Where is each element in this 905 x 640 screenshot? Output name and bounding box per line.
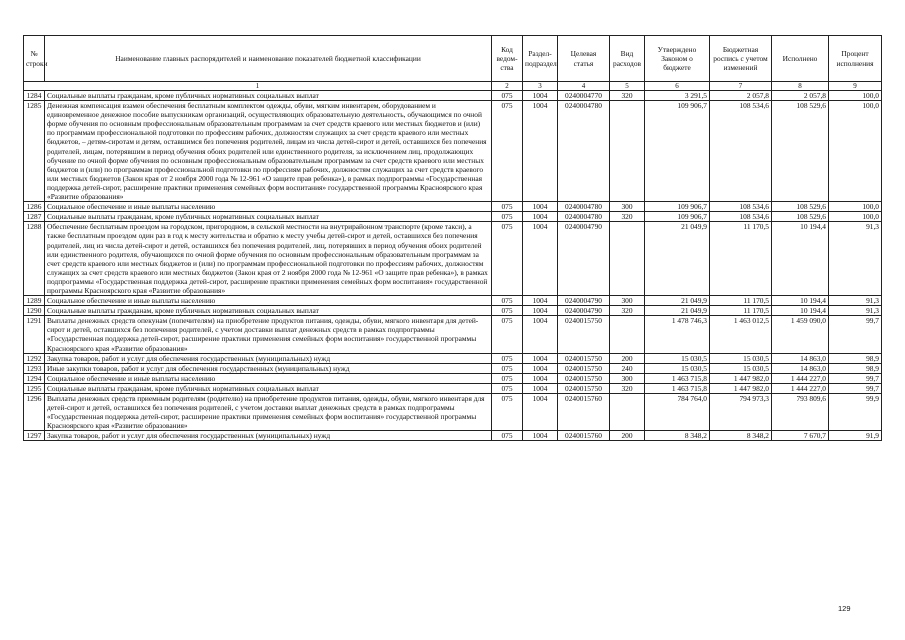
row-ved: 075 xyxy=(492,306,523,316)
row-vid xyxy=(610,316,645,353)
row-budget: 794 973,3 xyxy=(710,394,772,431)
row-approved: 21 049,9 xyxy=(645,296,710,306)
table-row xyxy=(24,296,882,306)
header-percent: Процент исполнения xyxy=(829,36,882,82)
row-target: 0240015760 xyxy=(558,394,610,431)
row-budget: 1 447 982,0 xyxy=(710,383,772,393)
row-approved: 1 463 715,8 xyxy=(645,373,710,383)
row-vid: 240 xyxy=(610,363,645,373)
row-name: Социальные выплаты гражданам, кроме публичных нормативных социальных выплат xyxy=(45,91,492,101)
row-budget: 1 463 012,5 xyxy=(710,316,772,353)
row-name: Денежная компенсация взамен обеспечения бесплатным комплектом одежды, обуви, мягким инвентарем, оборудованием и единовременное денежное пособие выпускникам организаций, осуществляющих образовательную деятельность, обучающимся по очной форме обучения по основным профессиональным образовательным программам за счет средств краевого или местных бюджетов и (или) по программам профессиональной подготовки по профессиям рабочих, должностям служащих за счет средств краевого или местных бюджетов, – детям-сиротам и детям, оставшимся без попечения родителей, лицам из числа детей-сирот и детей, оставшихся без попечения родителей, лицам, потерявшим в период обучения обоих родителей или единственного родителя, за исключением лиц, продолжающих обучение по очной форме обучения по основным профессиональным образовательным программам за счет средств краевого или местных бюджетов и (или) по программам профессиональной подготовки по профессиям рабочих, должностям служащих за счет средств краевого или местных бюджетов (Закон края от 2 ноября 2000 года № 12-961 «О защите прав ребенка»), в рамках подпрограммы «Государственная поддержка детей-сирот, расширение практики применения семейных форм воспитания» государственной программы Красноярского края «Развитие образования» xyxy=(45,101,492,202)
budget-table xyxy=(23,35,882,441)
table-row xyxy=(24,383,882,393)
row-percent: 100,0 xyxy=(829,212,882,222)
table-row xyxy=(24,101,882,202)
row-target: 0240015750 xyxy=(558,316,610,353)
row-target: 0240004790 xyxy=(558,296,610,306)
row-done: 108 529,6 xyxy=(772,101,829,202)
row-percent: 98,9 xyxy=(829,353,882,363)
row-budget: 15 030,5 xyxy=(710,353,772,363)
row-number: 1292 xyxy=(24,353,45,363)
row-percent: 91,3 xyxy=(829,306,882,316)
row-razdel: 1004 xyxy=(523,363,558,373)
row-razdel: 1004 xyxy=(523,91,558,101)
header-razdel: Раздел-подраздел xyxy=(523,36,558,82)
row-budget: 15 030,5 xyxy=(710,363,772,373)
row-ved: 075 xyxy=(492,316,523,353)
row-razdel: 1004 xyxy=(523,316,558,353)
row-razdel: 1004 xyxy=(523,373,558,383)
row-name: Социальные выплаты гражданам, кроме публичных нормативных социальных выплат xyxy=(45,383,492,393)
row-ved: 075 xyxy=(492,431,523,441)
row-target: 0240004790 xyxy=(558,306,610,316)
header-number-4: 4 xyxy=(558,82,610,91)
row-budget: 108 534,6 xyxy=(710,212,772,222)
row-ved: 075 xyxy=(492,222,523,296)
row-vid: 320 xyxy=(610,306,645,316)
row-number: 1296 xyxy=(24,394,45,431)
row-done: 14 863,0 xyxy=(772,363,829,373)
row-number: 1291 xyxy=(24,316,45,353)
row-razdel: 1004 xyxy=(523,394,558,431)
row-target: 0240015750 xyxy=(558,363,610,373)
row-target: 0240004780 xyxy=(558,202,610,212)
row-done: 14 863,0 xyxy=(772,353,829,363)
row-razdel: 1004 xyxy=(523,431,558,441)
row-percent: 100,0 xyxy=(829,101,882,202)
row-approved: 15 030,5 xyxy=(645,353,710,363)
row-vid: 300 xyxy=(610,296,645,306)
row-target: 0240015750 xyxy=(558,353,610,363)
row-budget: 108 534,6 xyxy=(710,202,772,212)
row-name: Закупка товаров, работ и услуг для обеспечения государственных (муниципальных) нужд xyxy=(45,353,492,363)
row-number: 1289 xyxy=(24,296,45,306)
row-vid: 200 xyxy=(610,353,645,363)
row-ved: 075 xyxy=(492,212,523,222)
row-target: 0240004780 xyxy=(558,101,610,202)
header-row-number: № строки xyxy=(24,36,45,82)
header-name: Наименование главных распорядителей и наименование показателей бюджетной классификации xyxy=(45,36,492,82)
row-name: Социальное обеспечение и иные выплаты населению xyxy=(45,373,492,383)
header-number-6: 6 xyxy=(645,82,710,91)
row-razdel: 1004 xyxy=(523,212,558,222)
row-approved: 3 291,5 xyxy=(645,91,710,101)
table-row xyxy=(24,363,882,373)
table-row xyxy=(24,91,882,101)
row-approved: 109 906,7 xyxy=(645,101,710,202)
row-vid xyxy=(610,394,645,431)
row-razdel: 1004 xyxy=(523,353,558,363)
row-razdel: 1004 xyxy=(523,306,558,316)
row-percent: 98,9 xyxy=(829,363,882,373)
row-number: 1287 xyxy=(24,212,45,222)
table-row xyxy=(24,316,882,353)
row-ved: 075 xyxy=(492,373,523,383)
header-number-7: 7 xyxy=(710,82,772,91)
row-budget: 11 170,5 xyxy=(710,306,772,316)
budget-report-page xyxy=(23,35,881,441)
row-done: 793 809,6 xyxy=(772,394,829,431)
row-vid: 200 xyxy=(610,431,645,441)
row-approved: 109 906,7 xyxy=(645,202,710,212)
table-row xyxy=(24,431,882,441)
row-number: 1293 xyxy=(24,363,45,373)
row-target: 0240004790 xyxy=(558,222,610,296)
row-number: 1285 xyxy=(24,101,45,202)
row-percent: 99,7 xyxy=(829,373,882,383)
row-percent: 91,3 xyxy=(829,222,882,296)
header-vid: Вид расходов xyxy=(610,36,645,82)
row-vid xyxy=(610,222,645,296)
row-name: Закупка товаров, работ и услуг для обеспечения государственных (муниципальных) нужд xyxy=(45,431,492,441)
row-done: 1 459 090,0 xyxy=(772,316,829,353)
row-ved: 075 xyxy=(492,202,523,212)
row-done: 10 194,4 xyxy=(772,222,829,296)
row-name: Иные закупки товаров, работ и услуг для обеспечения государственных (муниципальных) нужд xyxy=(45,363,492,373)
row-budget: 1 447 982,0 xyxy=(710,373,772,383)
row-done: 1 444 227,0 xyxy=(772,373,829,383)
row-razdel: 1004 xyxy=(523,202,558,212)
row-approved: 784 764,0 xyxy=(645,394,710,431)
row-vid xyxy=(610,101,645,202)
row-budget: 11 170,5 xyxy=(710,296,772,306)
row-razdel: 1004 xyxy=(523,296,558,306)
row-ved: 075 xyxy=(492,394,523,431)
header-number-3: 3 xyxy=(523,82,558,91)
row-approved: 21 049,9 xyxy=(645,306,710,316)
header-number-1: 1 xyxy=(24,82,492,91)
header-row xyxy=(24,36,882,82)
row-number: 1288 xyxy=(24,222,45,296)
row-approved: 109 906,7 xyxy=(645,212,710,222)
row-ved: 075 xyxy=(492,91,523,101)
row-ved: 075 xyxy=(492,296,523,306)
row-vid: 300 xyxy=(610,373,645,383)
row-number: 1290 xyxy=(24,306,45,316)
row-percent: 99,9 xyxy=(829,394,882,431)
row-done: 108 529,6 xyxy=(772,202,829,212)
row-done: 10 194,4 xyxy=(772,296,829,306)
row-percent: 100,0 xyxy=(829,91,882,101)
row-ved: 075 xyxy=(492,101,523,202)
table-row xyxy=(24,306,882,316)
header-number-2: 2 xyxy=(492,82,523,91)
header-number-8: 8 xyxy=(772,82,829,91)
row-done: 7 670,7 xyxy=(772,431,829,441)
row-target: 0240015750 xyxy=(558,373,610,383)
row-razdel: 1004 xyxy=(523,383,558,393)
row-done: 10 194,4 xyxy=(772,306,829,316)
row-approved: 8 348,2 xyxy=(645,431,710,441)
row-percent: 91,9 xyxy=(829,431,882,441)
row-razdel: 1004 xyxy=(523,101,558,202)
row-ved: 075 xyxy=(492,363,523,373)
row-number: 1294 xyxy=(24,373,45,383)
header-numbers-row xyxy=(24,82,882,91)
row-percent: 99,7 xyxy=(829,316,882,353)
row-budget: 2 057,8 xyxy=(710,91,772,101)
row-vid: 320 xyxy=(610,91,645,101)
row-done: 1 444 227,0 xyxy=(772,383,829,393)
row-name: Выплаты денежных средств приемным родителям (родителю) на приобретение продуктов питания, одежды, обуви, мягкого инвентаря для детей-сирот и детей, оставшихся без попечения родителей, с учетом доставки выплат денежных средств в рамках подпрограммы «Государственная поддержка детей-сирот, расширение практики применения семейных форм воспитания» государственной программы Красноярского края «Развитие образования» xyxy=(45,394,492,431)
row-name: Выплаты денежных средств опекунам (попечителям) на приобретение продуктов питания, одежды, обуви, мягкого инвентаря для детей-сирот и детей, оставшихся без попечения родителей, с учетом доставки выплат денежных средств в рамках подпрограммы «Государственная поддержка детей-сирот, расширение практики применения семейных форм воспитания» государственной программы Красноярского края «Развитие образования» xyxy=(45,316,492,353)
header-budget: Бюджетная роспись с учетом изменений xyxy=(710,36,772,82)
row-target: 0240015760 xyxy=(558,431,610,441)
row-name: Социальные выплаты гражданам, кроме публичных нормативных социальных выплат xyxy=(45,212,492,222)
page-number: 129 xyxy=(838,604,851,613)
row-approved: 1 478 746,3 xyxy=(645,316,710,353)
row-percent: 91,3 xyxy=(829,296,882,306)
row-vid: 300 xyxy=(610,202,645,212)
row-name: Социальное обеспечение и иные выплаты населению xyxy=(45,202,492,212)
row-number: 1286 xyxy=(24,202,45,212)
row-razdel: 1004 xyxy=(523,222,558,296)
row-number: 1297 xyxy=(24,431,45,441)
table-row xyxy=(24,373,882,383)
row-approved: 1 463 715,8 xyxy=(645,383,710,393)
table-row xyxy=(24,202,882,212)
table-row xyxy=(24,353,882,363)
table-row xyxy=(24,212,882,222)
row-done: 108 529,6 xyxy=(772,212,829,222)
row-ved: 075 xyxy=(492,353,523,363)
header-ved: Код ведом-ства xyxy=(492,36,523,82)
header-approved: Утверждено Законом о бюджете xyxy=(645,36,710,82)
row-name: Социальное обеспечение и иные выплаты населению xyxy=(45,296,492,306)
row-vid: 320 xyxy=(610,383,645,393)
row-percent: 100,0 xyxy=(829,202,882,212)
row-target: 0240004770 xyxy=(558,91,610,101)
row-approved: 15 030,5 xyxy=(645,363,710,373)
row-target: 0240004780 xyxy=(558,212,610,222)
row-budget: 108 534,6 xyxy=(710,101,772,202)
row-percent: 99,7 xyxy=(829,383,882,393)
row-target: 0240015750 xyxy=(558,383,610,393)
row-budget: 11 170,5 xyxy=(710,222,772,296)
header-number-9: 9 xyxy=(829,82,882,91)
row-number: 1295 xyxy=(24,383,45,393)
table-row xyxy=(24,394,882,431)
row-done: 2 057,8 xyxy=(772,91,829,101)
header-done: Исполнено xyxy=(772,36,829,82)
header-number-5: 5 xyxy=(610,82,645,91)
row-ved: 075 xyxy=(492,383,523,393)
row-number: 1284 xyxy=(24,91,45,101)
row-vid: 320 xyxy=(610,212,645,222)
row-approved: 21 049,9 xyxy=(645,222,710,296)
row-budget: 8 348,2 xyxy=(710,431,772,441)
table-row xyxy=(24,222,882,296)
row-name: Обеспечение бесплатным проездом на городском, пригородном, в сельской местности на внутрирайонном транспорте (кроме такси), а также бесплатным проездом один раз в год к месту жительства и обратно к месту учебы детей-сирот и детей, оставшихся без попечения родителей, лиц из числа детей-сирот и детей, оставшихся без попечения родителей, лиц, потерявших в период обучения обоих родителей или единственного родителя, обучающихся по очной форме обучения по основным профессиональным образовательным программам за счет средств краевого или местных бюджетов и (или) по программам профессиональной подготовки по профессиям рабочих, должностям служащих за счет средств краевого или местных бюджетов (Закон края от 2 ноября 2000 года № 12-961 «О защите прав ребенка»), в рамках подпрограммы «Государственная поддержка детей-сирот, расширение практики применения семейных форм воспитания» государственной программы Красноярского края «Развитие образования» xyxy=(45,222,492,296)
row-name: Социальные выплаты гражданам, кроме публичных нормативных социальных выплат xyxy=(45,306,492,316)
header-target: Целевая статья xyxy=(558,36,610,82)
